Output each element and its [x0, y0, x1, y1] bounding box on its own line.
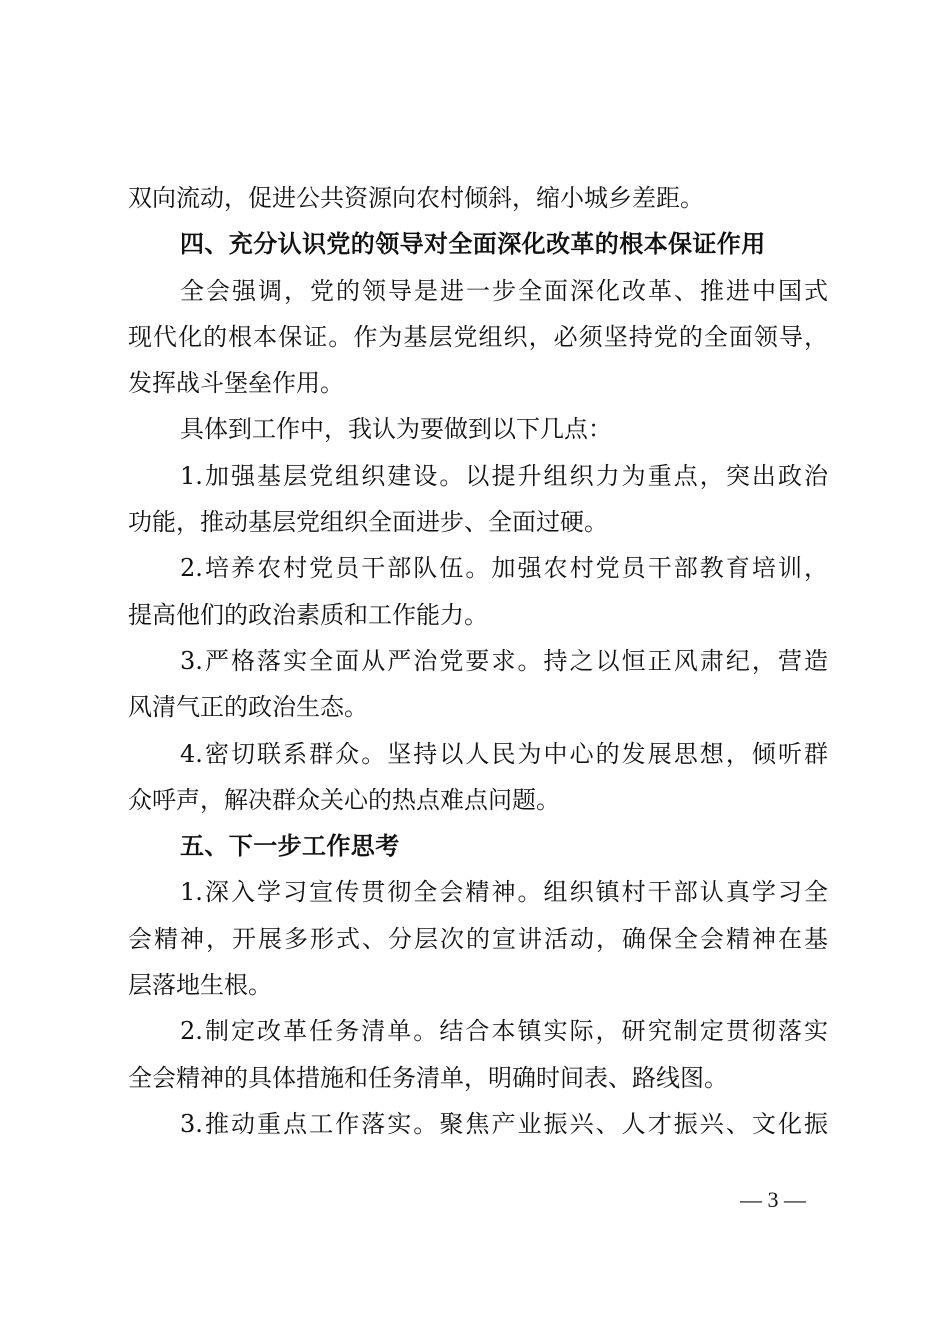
- list-item-line: 众呼声，解决群众关心的热点难点问题。: [128, 785, 560, 814]
- list-item-line: 4.密切联系群众。坚持以人民为中心的发展思想，倾听群: [180, 739, 828, 768]
- section-heading: 五、下一步工作思考: [180, 832, 400, 861]
- page-number: — 3 —: [740, 1187, 806, 1212]
- section-heading: 四、充分认识党的领导对全面深化改革的根本保证作用: [180, 230, 766, 259]
- list-item-line: 功能，推动基层党组织全面进步、全面过硬。: [128, 508, 608, 537]
- list-item-line: 提高他们的政治素质和工作能力。: [128, 600, 488, 629]
- list-item-line: 全会精神的具体措施和任务清单，明确时间表、路线图。: [128, 1063, 728, 1092]
- paragraph-line: 全会强调，党的领导是进一步全面深化改革、推进中国式: [180, 276, 828, 305]
- list-item-line: 1.加强基层党组织建设。以提升组织力为重点，突出政治: [180, 461, 828, 490]
- document-body: [128, 175, 828, 1147]
- paragraph-line: 发挥战斗堡垒作用。: [128, 369, 344, 398]
- list-item-line: 1.深入学习宣传贯彻全会精神。组织镇村干部认真学习全: [180, 878, 828, 907]
- list-item-line: 3.严格落实全面从严治党要求。持之以恒正风肃纪，营造: [180, 646, 828, 675]
- paragraph-line: 现代化的根本保证。作为基层党组织，必须坚持党的全面领导，: [128, 322, 828, 351]
- list-item-line: 风清气正的政治生态。: [128, 693, 368, 722]
- paragraph-line: 具体到工作中，我认为要做到以下几点：: [180, 415, 612, 444]
- list-item-line: 2.制定改革任务清单。结合本镇实际，研究制定贯彻落实: [180, 1017, 828, 1046]
- list-item-line: 2.培养农村党员干部队伍。加强农村党员干部教育培训，: [180, 554, 828, 583]
- paragraph-line: 双向流动，促进公共资源向农村倾斜，缩小城乡差距。: [128, 184, 704, 212]
- list-item-line: 会精神，开展多形式、分层次的宣讲活动，确保全会精神在基: [128, 924, 828, 953]
- list-item-line: 层落地生根。: [128, 971, 272, 1000]
- list-item-line: 3.推动重点工作落实。聚焦产业振兴、人才振兴、文化振: [180, 1109, 828, 1138]
